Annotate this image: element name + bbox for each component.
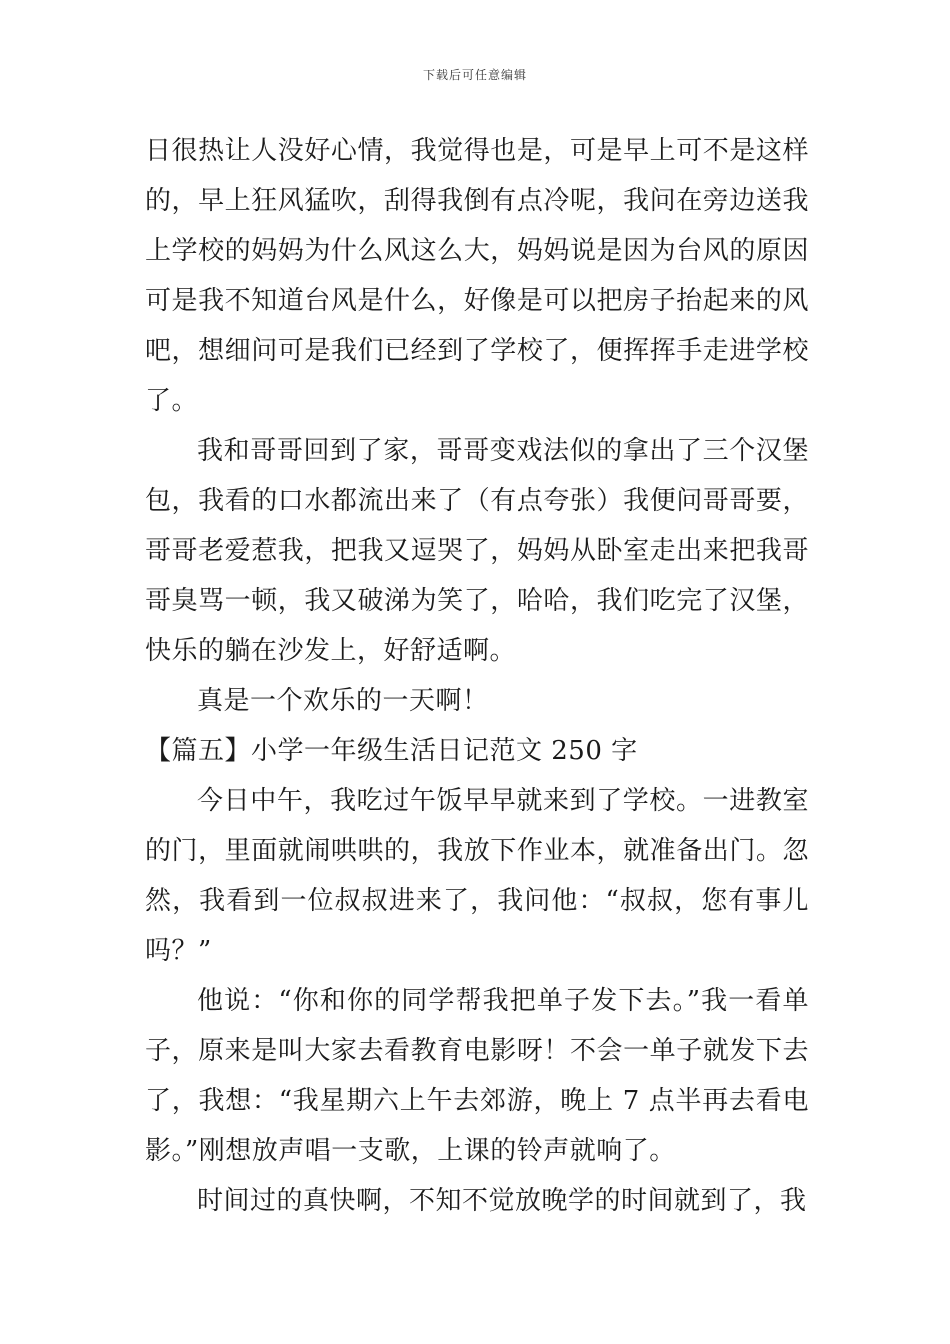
paragraph-3: 真是一个欢乐的一天啊！	[197, 686, 489, 716]
document-body	[145, 126, 809, 1226]
paragraph-5: 他说：“你和你的同学帮我把单子发下去。”我一看单子，原来是叫大家去看教育电影呀！不会一单子就发下去了，我想：“我星期六上午去郊游，晚上 7 点半再去看电影。”刚想放声唱一支歌，上课的铃声就响了。	[145, 986, 809, 1166]
paragraph-6: 时间过的真快啊，不知不觉放晚学的时间就到了，我	[197, 1186, 807, 1216]
paragraph-4: 今日中午，我吃过午饭早早就来到了学校。一进教室的门，里面就闹哄哄的，我放下作业本，就准备出门。忽然，我看到一位叔叔进来了，我问他：“叔叔，您有事儿吗？”	[145, 786, 809, 966]
paragraph-2: 我和哥哥回到了家，哥哥变戏法似的拿出了三个汉堡包，我看的口水都流出来了（有点夸张）我便问哥哥要，哥哥老爱惹我，把我又逗哭了，妈妈从卧室走出来把我哥哥臭骂一顿，我又破涕为笑了，哈哈，我们吃完了汉堡，快乐的躺在沙发上，好舒适啊。	[145, 436, 809, 666]
header-note: 下载后可任意编辑	[422, 68, 527, 82]
section-heading: 【篇五】小学一年级生活日记范文 250 字	[145, 736, 638, 766]
paragraph-1: 日很热让人没好心情，我觉得也是，可是早上可不是这样的，早上狂风猛吹，刮得我倒有点冷呢，我问在旁边送我上学校的妈妈为什么风这么大，妈妈说是因为台风的原因可是我不知道台风是什么，好像是可以把房子抬起来的风吧，想细问可是我们已经到了学校了，便挥挥手走进学校了。	[145, 136, 809, 416]
